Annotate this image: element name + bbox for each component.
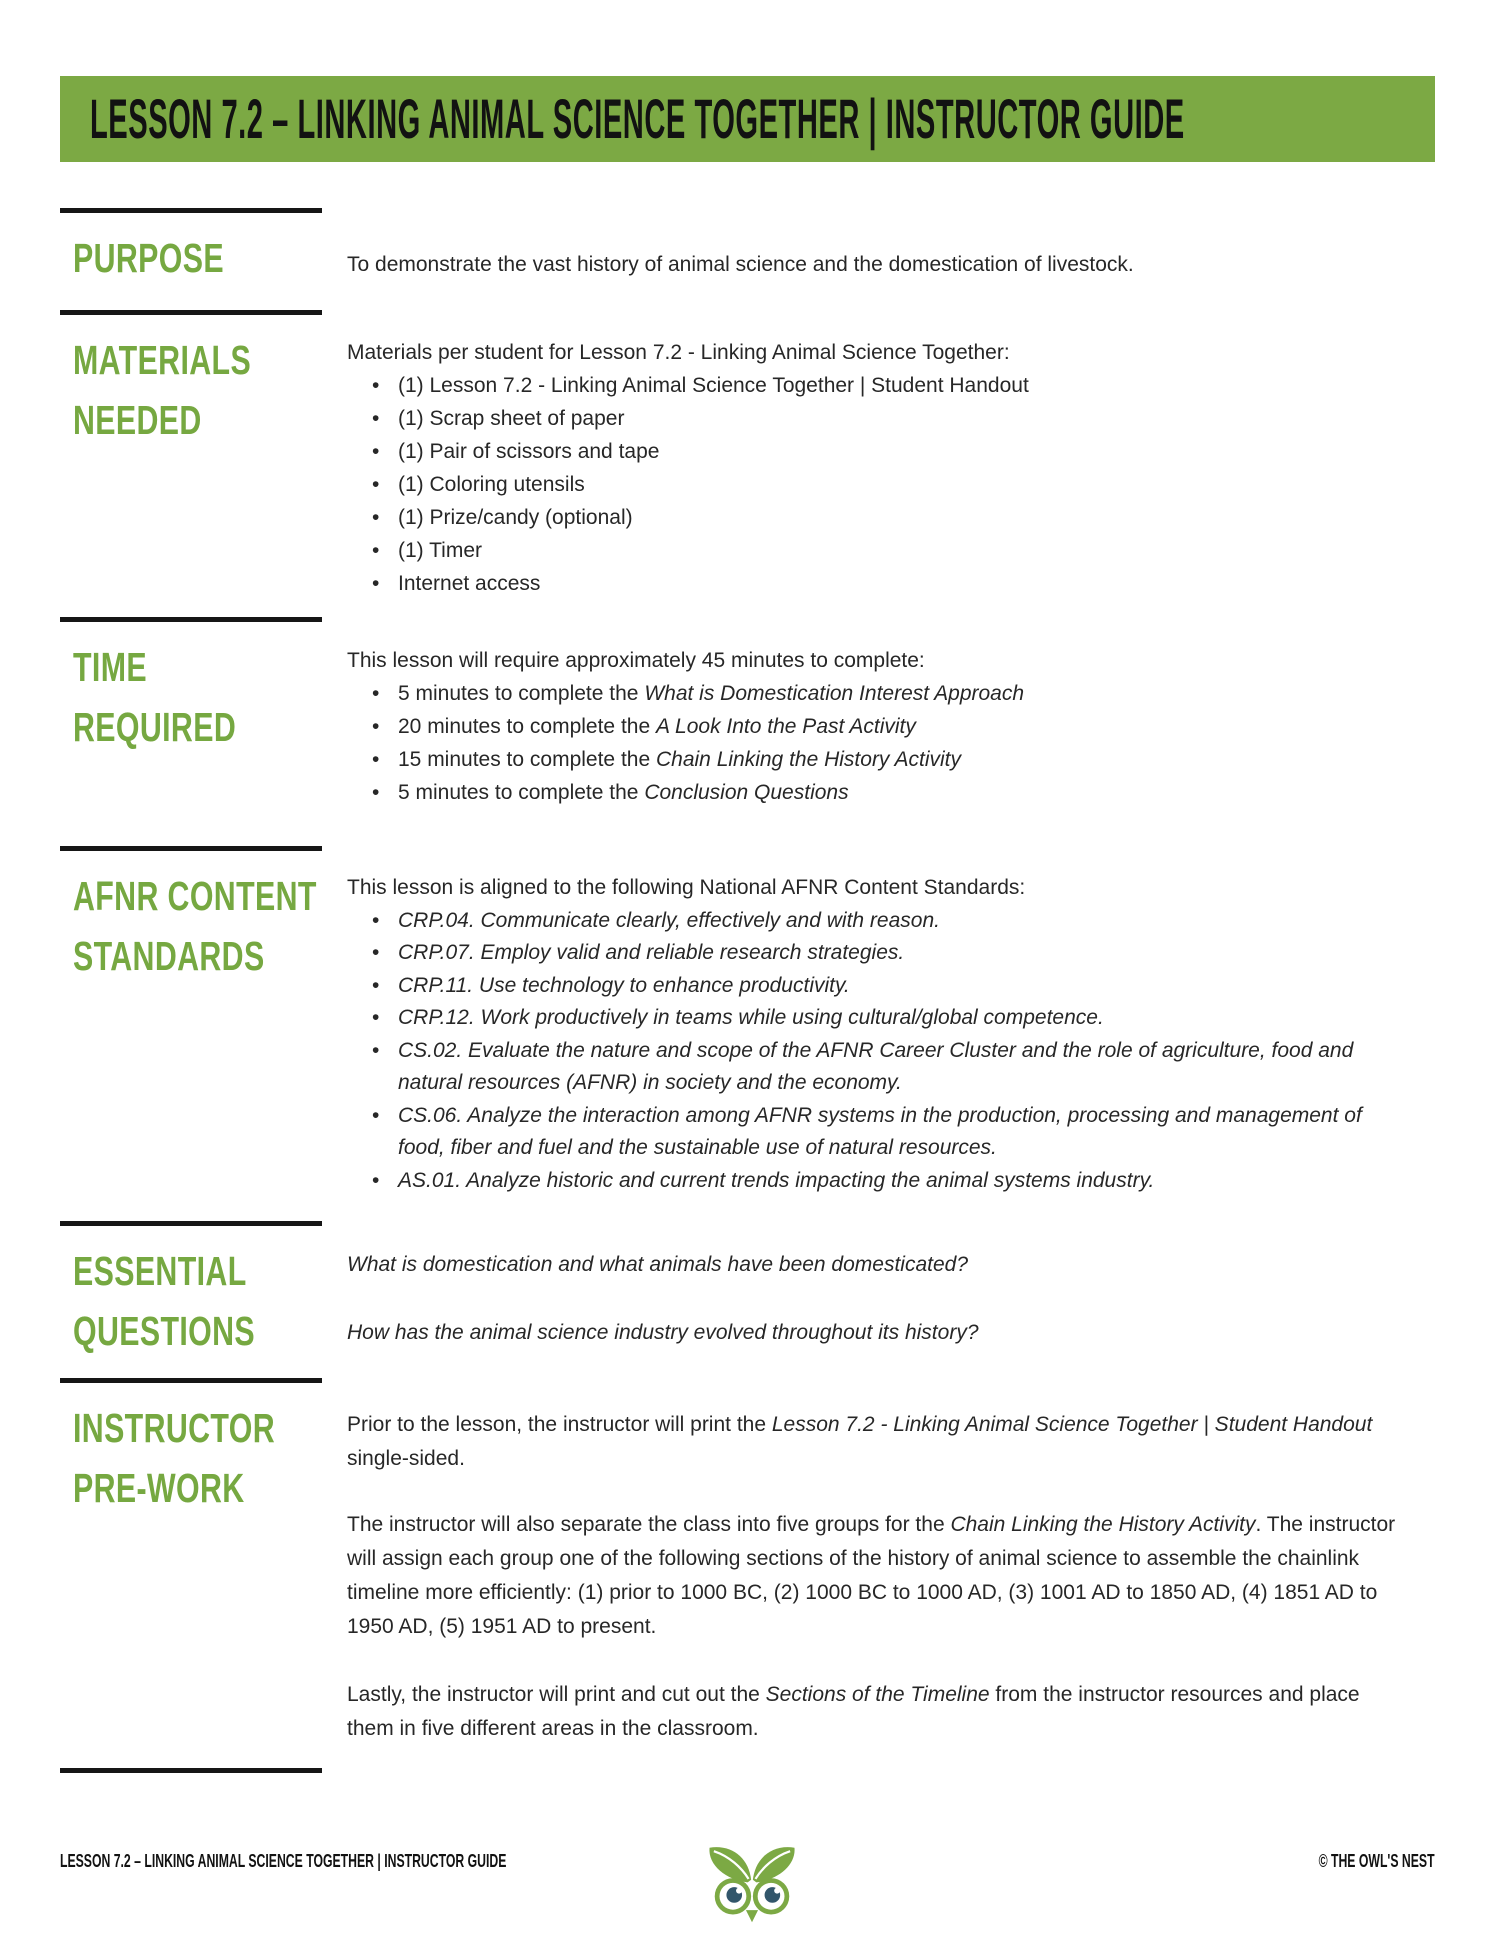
essential-questions-body <box>347 1248 1399 1350</box>
owl-beak <box>746 1910 758 1922</box>
section-divider-prework <box>60 1378 322 1383</box>
document-title-bar <box>60 76 1435 162</box>
section-divider-afnr <box>60 846 322 851</box>
footer-copyright <box>1264 1850 1435 1872</box>
owl-left-highlight <box>736 1888 742 1894</box>
section-divider-time <box>60 617 322 622</box>
section-label-time-required <box>73 637 373 757</box>
section-label-purpose <box>73 228 373 288</box>
section-label-line: PRE-WORK <box>73 1465 245 1511</box>
list-item: • (1) Timer <box>398 534 1399 567</box>
list-item: • CRP.12. Work productively in teams while using cultural/global competence. <box>398 1002 1399 1035</box>
footer-document-title <box>60 1850 716 1872</box>
section-label-line: STANDARDS <box>73 933 265 979</box>
list-item: • (1) Lesson 7.2 - Linking Animal Science Together | Student Handout <box>398 369 1399 402</box>
list-item: • (1) Pair of scissors and tape <box>398 435 1399 468</box>
section-label-line: MATERIALS <box>73 337 252 383</box>
essential-question-1: What is domestication and what animals have been domesticated? <box>347 1253 969 1276</box>
section-label-line: INSTRUCTOR <box>73 1405 276 1451</box>
list-item: • CRP.07. Employ valid and reliable research strategies. <box>398 937 1399 970</box>
section-label-materials-needed <box>73 330 373 450</box>
section-label-instructor-prework <box>73 1398 373 1518</box>
section-label-line: AFNR CONTENT <box>73 873 317 919</box>
section-label-essential-questions <box>73 1241 373 1361</box>
list-item: • 20 minutes to complete the A Look Into the Past Activity <box>398 710 1399 743</box>
afnr-body <box>347 872 1399 1197</box>
section-label-line: TIME <box>73 644 147 690</box>
owl-logo <box>700 1840 804 1930</box>
essential-question-2: How has the animal science industry evolved throughout its history? <box>347 1321 979 1344</box>
time-list <box>347 677 1399 809</box>
list-item: • AS.01. Analyze historic and current trends impacting the animal systems industry. <box>398 1165 1399 1198</box>
section-label-line: NEEDED <box>73 397 202 443</box>
list-item: • (1) Scrap sheet of paper <box>398 402 1399 435</box>
list-item: • CS.06. Analyze the interaction among AFNR systems in the production, processing and management of food, fiber and fuel and the sustainable use of natural resources. <box>398 1100 1399 1165</box>
list-item: • 5 minutes to complete the What is Domestication Interest Approach <box>398 677 1399 710</box>
list-item: • CRP.11. Use technology to enhance productivity. <box>398 970 1399 1003</box>
time-body <box>347 644 1399 809</box>
section-label-line: REQUIRED <box>73 704 237 750</box>
list-item: • CRP.04. Communicate clearly, effectively and with reason. <box>398 905 1399 938</box>
page-title: LESSON 7.2 – LINKING ANIMAL SCIENCE TOGETHER | INSTRUCTOR GUIDE <box>90 87 1185 150</box>
prework-body <box>347 1408 1399 1746</box>
list-item: • (1) Prize/candy (optional) <box>398 501 1399 534</box>
list-item: • 15 minutes to complete the Chain Linking the History Activity <box>398 743 1399 776</box>
section-label-line: PURPOSE <box>73 235 224 281</box>
purpose-body <box>347 248 1399 282</box>
prework-paragraph-3: Lastly, the instructor will print and cut out the Sections of the Timeline from the instructor resources and place them in five different areas in the classroom. <box>347 1683 1360 1740</box>
materials-intro: Materials per student for Lesson 7.2 - Linking Animal Science Together: <box>347 341 1010 364</box>
prework-paragraph-2: The instructor will also separate the class into five groups for the Chain Linking the History Activity. The instructor will assign each group one of the following sections of the history of animal science to assemble the chainlink timeline more efficiently: (1) prior to 1000 BC, (2) 1000 BC to 1000 AD, (3) 1001 AD to 1850 AD, (4) 1851 AD to 1950 AD, (5) 1951 AD to present. <box>347 1513 1396 1638</box>
list-item: • Internet access <box>398 567 1399 600</box>
section-label-afnr-standards <box>73 866 373 986</box>
section-divider-essential <box>60 1221 322 1226</box>
list-item: • CS.02. Evaluate the nature and scope of the AFNR Career Cluster and the role of agriculture, food and natural resources (AFNR) in society and the economy. <box>398 1035 1399 1100</box>
time-intro: This lesson will require approximately 45 minutes to complete: <box>347 649 925 672</box>
section-label-line: QUESTIONS <box>73 1308 256 1354</box>
section-label-line: ESSENTIAL <box>73 1248 247 1294</box>
closing-divider <box>60 1768 322 1773</box>
section-divider-materials <box>60 310 322 315</box>
purpose-text: To demonstrate the vast history of animal science and the domestication of livestock. <box>347 253 1134 276</box>
materials-list <box>347 369 1399 600</box>
list-item: • (1) Coloring utensils <box>398 468 1399 501</box>
prework-paragraph-1: Prior to the lesson, the instructor will print the Lesson 7.2 - Linking Animal Science Together | Student Handout single-sided. <box>347 1413 1373 1470</box>
afnr-list <box>347 905 1399 1198</box>
materials-body <box>347 336 1399 600</box>
list-item: • 5 minutes to complete the Conclusion Questions <box>398 776 1399 809</box>
section-divider-purpose <box>60 208 322 213</box>
footer-right-text: © THE OWL'S NEST <box>1319 1851 1435 1871</box>
owl-right-highlight <box>774 1888 780 1894</box>
afnr-intro: This lesson is aligned to the following National AFNR Content Standards: <box>347 876 1026 899</box>
footer-left-text: LESSON 7.2 – LINKING ANIMAL SCIENCE TOGETHER | INSTRUCTOR GUIDE <box>60 1851 507 1871</box>
